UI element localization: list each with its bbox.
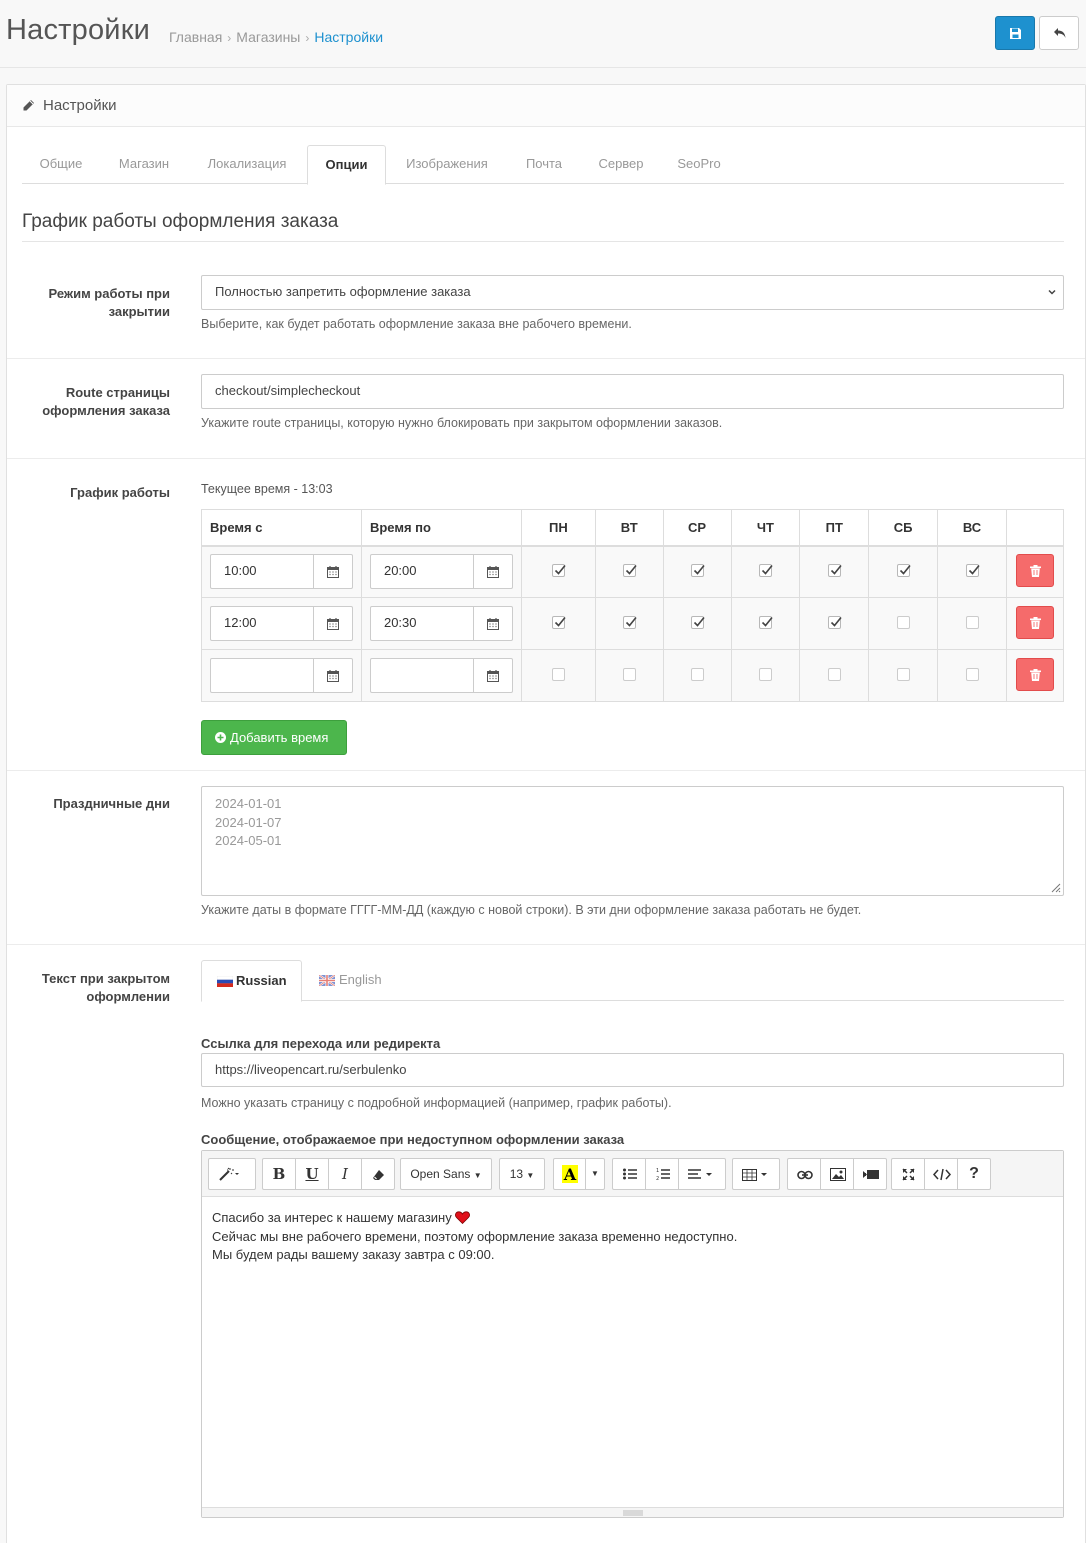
- from-cell: [202, 650, 362, 702]
- fullscreen-button[interactable]: [891, 1158, 925, 1190]
- eraser-icon: [373, 1169, 385, 1181]
- day-cell: [595, 650, 663, 702]
- message-line: Спасибо за интерес к нашему магазину: [212, 1209, 737, 1228]
- schedule-row: [202, 598, 1064, 650]
- col-day: ВТ: [595, 510, 663, 546]
- color-dropdown-button[interactable]: ▼: [585, 1158, 605, 1190]
- trash-icon: [1030, 565, 1041, 577]
- check-icon: [829, 563, 843, 577]
- route-help: Укажите route страницы, которую нужно блокировать при закрытом оформлении заказов.: [201, 416, 723, 430]
- editor-toolbar: [202, 1151, 1063, 1197]
- day-cell: [869, 546, 938, 598]
- day-cell: [938, 546, 1007, 598]
- col-day: СР: [663, 510, 731, 546]
- settings-tabs: [22, 145, 1064, 184]
- schedule-table: [201, 509, 1064, 702]
- time-to-input[interactable]: 20:30: [370, 606, 474, 641]
- col-day: ПН: [521, 510, 595, 546]
- align-left-icon: [688, 1169, 716, 1181]
- list-ul-icon: [623, 1168, 637, 1180]
- to-cell: [361, 546, 521, 598]
- day-cell: [731, 546, 800, 598]
- video-icon: [863, 1169, 879, 1180]
- add-time-button[interactable]: Добавить время: [201, 720, 347, 755]
- time-from-group: [210, 658, 353, 693]
- calendar-icon: [327, 566, 339, 578]
- route-label: Route страницы оформления заказа: [42, 385, 170, 418]
- message-line: Сейчас мы вне рабочего времени, поэтому оформление заказа временно недоступно.: [212, 1228, 738, 1244]
- day-cell: [869, 598, 938, 650]
- check-icon: [692, 563, 706, 577]
- editor-resize-bar[interactable]: [202, 1507, 1063, 1517]
- mode-help: Выберите, как будет работать оформление заказа вне рабочего времени.: [201, 317, 632, 331]
- breadcrumb: [169, 29, 383, 45]
- day-checkbox[interactable]: [897, 616, 910, 629]
- day-checkbox[interactable]: [552, 616, 565, 629]
- page-header: [0, 0, 1086, 68]
- svg-text:A: A: [563, 1165, 577, 1183]
- day-checkbox[interactable]: [759, 668, 772, 681]
- delete-row-button[interactable]: [1016, 554, 1054, 587]
- col-to: Время по: [361, 510, 521, 546]
- day-checkbox[interactable]: [966, 668, 979, 681]
- breadcrumb-home[interactable]: Главная: [169, 29, 223, 45]
- russia-flag-icon: [217, 976, 233, 987]
- calendar-icon: [327, 618, 339, 630]
- link-input[interactable]: https://liveopencart.ru/serbulenko: [201, 1053, 1064, 1087]
- back-button[interactable]: [1039, 16, 1079, 50]
- style-button[interactable]: [208, 1158, 256, 1190]
- day-cell: [521, 650, 595, 702]
- tab-english[interactable]: English: [302, 960, 382, 1001]
- day-cell: [800, 546, 869, 598]
- bold-button[interactable]: B: [262, 1158, 296, 1190]
- language-tabs: [201, 960, 1064, 1001]
- tab-images[interactable]: Изображения: [406, 156, 488, 171]
- unordered-list-button[interactable]: [612, 1158, 646, 1190]
- calendar-button[interactable]: [473, 554, 513, 589]
- to-cell: [361, 598, 521, 650]
- message-editor[interactable]: [201, 1150, 1064, 1518]
- table-button[interactable]: [732, 1158, 780, 1190]
- from-cell: [202, 546, 362, 598]
- day-cell: [663, 598, 731, 650]
- day-cell: [663, 546, 731, 598]
- panel-title: Настройки: [43, 97, 117, 114]
- calendar-icon: [487, 670, 499, 682]
- day-checkbox[interactable]: [552, 564, 565, 577]
- code-view-button[interactable]: [924, 1158, 958, 1190]
- day-checkbox[interactable]: [828, 616, 841, 629]
- day-cell: [731, 598, 800, 650]
- section-divider: [22, 241, 1064, 242]
- breadcrumb-stores[interactable]: Магазины: [236, 29, 301, 45]
- divider: [7, 358, 1085, 359]
- caret-icon: ▼: [526, 1171, 535, 1180]
- day-checkbox[interactable]: [897, 564, 910, 577]
- time-to-group: [370, 606, 513, 641]
- day-cell: [521, 546, 595, 598]
- link-label: Ссылка для перехода или редиректа: [201, 1036, 441, 1051]
- tab-store[interactable]: Магазин: [118, 156, 170, 171]
- holidays-label: Праздничные дни: [53, 796, 170, 811]
- pencil-icon: [22, 99, 35, 112]
- link-button[interactable]: [787, 1158, 821, 1190]
- time-from-input[interactable]: 12:00: [210, 606, 314, 641]
- time-to-group: [370, 658, 513, 693]
- day-checkbox[interactable]: [966, 564, 979, 577]
- col-from: Время с: [202, 510, 362, 546]
- day-cell: [938, 650, 1007, 702]
- breadcrumb-settings[interactable]: Настройки: [314, 29, 384, 45]
- check-icon: [624, 563, 638, 577]
- day-cell: [595, 598, 663, 650]
- plus-circle-icon: [215, 732, 226, 743]
- day-cell: [663, 650, 731, 702]
- breadcrumb-separator: ›: [227, 31, 232, 45]
- day-checkbox[interactable]: [828, 668, 841, 681]
- tab-options[interactable]: Опции: [307, 145, 386, 185]
- save-icon: [1009, 27, 1022, 40]
- day-cell: [800, 598, 869, 650]
- time-to-input[interactable]: 20:00: [370, 554, 474, 589]
- ordered-list-button[interactable]: [645, 1158, 679, 1190]
- link-icon: [797, 1170, 813, 1180]
- underline-button[interactable]: U: [295, 1158, 329, 1190]
- save-button[interactable]: [995, 16, 1035, 50]
- current-time: Текущее время - 13:03: [201, 482, 333, 496]
- delete-row-button[interactable]: [1016, 606, 1054, 639]
- tab-server[interactable]: Сервер: [598, 156, 644, 171]
- message-line: Мы будем рады вашему заказу завтра с 09:00.: [212, 1247, 495, 1262]
- day-checkbox[interactable]: [759, 564, 772, 577]
- time-from-group: [210, 554, 353, 589]
- check-icon: [829, 615, 843, 629]
- font-family-select[interactable]: Open Sans ▼: [400, 1158, 492, 1190]
- delete-row-button[interactable]: [1016, 658, 1054, 691]
- editor-content[interactable]: [212, 1209, 737, 1265]
- message-label: Сообщение, отображаемое при недоступном оформлении заказа: [201, 1132, 625, 1147]
- action-cell: [1006, 650, 1063, 702]
- day-checkbox[interactable]: [759, 616, 772, 629]
- day-checkbox[interactable]: [691, 564, 704, 577]
- caret-icon: ▼: [473, 1171, 482, 1180]
- day-checkbox[interactable]: [552, 668, 565, 681]
- panel-heading: [7, 85, 1085, 127]
- tab-general[interactable]: Общие: [39, 156, 83, 171]
- col-day: ЧТ: [731, 510, 800, 546]
- day-checkbox[interactable]: [691, 668, 704, 681]
- day-checkbox[interactable]: [828, 564, 841, 577]
- font-size-select[interactable]: 13 ▼: [499, 1158, 545, 1190]
- calendar-icon: [487, 618, 499, 630]
- day-cell: [938, 598, 1007, 650]
- clear-format-button[interactable]: [361, 1158, 395, 1190]
- check-icon: [760, 563, 774, 577]
- time-to-input[interactable]: [370, 658, 474, 693]
- check-icon: [760, 615, 774, 629]
- divider: [7, 944, 1085, 945]
- breadcrumb-separator: ›: [305, 31, 310, 45]
- day-cell: [869, 650, 938, 702]
- page-title: Настройки: [6, 14, 150, 46]
- tab-localization[interactable]: Локализация: [207, 156, 287, 171]
- calendar-button[interactable]: [473, 606, 513, 641]
- highlight-color-button[interactable]: [553, 1158, 586, 1190]
- route-input[interactable]: checkout/simplecheckout: [201, 374, 1064, 409]
- mode-select[interactable]: Полностью запретить оформление заказа: [201, 275, 1064, 310]
- time-from-input[interactable]: 10:00: [210, 554, 314, 589]
- day-cell: [800, 650, 869, 702]
- from-cell: [202, 598, 362, 650]
- day-checkbox[interactable]: [623, 616, 636, 629]
- svg-text:2: 2: [656, 1176, 660, 1181]
- code-icon: [933, 1168, 951, 1181]
- list-ol-icon: [656, 1167, 670, 1181]
- day-checkbox[interactable]: [623, 564, 636, 577]
- schedule-label: График работы: [70, 485, 170, 500]
- settings-panel: [6, 84, 1086, 1543]
- holidays-textarea[interactable]: 2024-01-01 2024-01-07 2024-05-01: [201, 786, 1064, 896]
- action-cell: [1006, 598, 1063, 650]
- video-button[interactable]: [853, 1158, 887, 1190]
- tab-seopro[interactable]: SeoPro: [677, 156, 721, 171]
- col-day: ПТ: [800, 510, 869, 546]
- closed-text-label: Текст при закрытом оформлении: [41, 971, 170, 1004]
- calendar-icon: [327, 670, 339, 682]
- schedule-row: [202, 546, 1064, 598]
- expand-icon: [902, 1168, 915, 1181]
- back-icon: [1053, 27, 1067, 40]
- calendar-button[interactable]: [313, 606, 353, 641]
- resize-handle-icon: [623, 1510, 643, 1516]
- chevron-down-icon: [1047, 287, 1057, 297]
- heart-icon: [455, 1211, 470, 1224]
- col-day: ВС: [938, 510, 1007, 546]
- day-checkbox[interactable]: [897, 668, 910, 681]
- to-cell: [361, 650, 521, 702]
- image-button[interactable]: [820, 1158, 854, 1190]
- check-icon: [898, 563, 912, 577]
- day-cell: [595, 546, 663, 598]
- day-cell: [521, 598, 595, 650]
- check-icon: [553, 615, 567, 629]
- check-icon: [624, 615, 638, 629]
- col-actions: [1006, 510, 1063, 546]
- check-icon: [692, 615, 706, 629]
- calendar-button[interactable]: [473, 658, 513, 693]
- day-checkbox[interactable]: [691, 616, 704, 629]
- picture-icon: [830, 1168, 846, 1181]
- table-icon: [742, 1169, 770, 1181]
- action-cell: [1006, 546, 1063, 598]
- schedule-row: [202, 650, 1064, 702]
- divider: [7, 770, 1085, 771]
- link-help: Можно указать страницу с подробной информацией (например, график работы).: [201, 1096, 672, 1110]
- calendar-button[interactable]: [313, 554, 353, 589]
- trash-icon: [1030, 669, 1041, 681]
- day-checkbox[interactable]: [966, 616, 979, 629]
- time-from-group: [210, 606, 353, 641]
- paragraph-align-button[interactable]: [678, 1158, 726, 1190]
- holidays-help: Укажите даты в формате ГГГГ-ММ-ДД (каждую с новой строки). В эти дни оформление заказа работать не будет.: [201, 903, 862, 917]
- time-from-input[interactable]: [210, 658, 314, 693]
- check-icon: [967, 563, 981, 577]
- resize-grip-icon[interactable]: [1049, 881, 1061, 893]
- uk-flag-icon: [319, 975, 335, 986]
- calendar-button[interactable]: [313, 658, 353, 693]
- calendar-icon: [487, 566, 499, 578]
- day-checkbox[interactable]: [623, 668, 636, 681]
- divider: [7, 458, 1085, 459]
- time-to-group: [370, 554, 513, 589]
- section-title: График работы оформления заказа: [22, 211, 339, 232]
- col-day: СБ: [869, 510, 938, 546]
- magic-wand-icon: [218, 1167, 240, 1181]
- text-color-icon: [562, 1165, 578, 1183]
- tab-mail[interactable]: Почта: [525, 156, 563, 171]
- mode-label: Режим работы при закрытии: [48, 286, 170, 319]
- tab-russian[interactable]: Russian: [201, 960, 302, 1002]
- trash-icon: [1030, 617, 1041, 629]
- check-icon: [553, 563, 567, 577]
- day-cell: [731, 650, 800, 702]
- svg-text:1: 1: [656, 1168, 660, 1174]
- help-button[interactable]: ?: [957, 1158, 991, 1190]
- italic-button[interactable]: I: [328, 1158, 362, 1190]
